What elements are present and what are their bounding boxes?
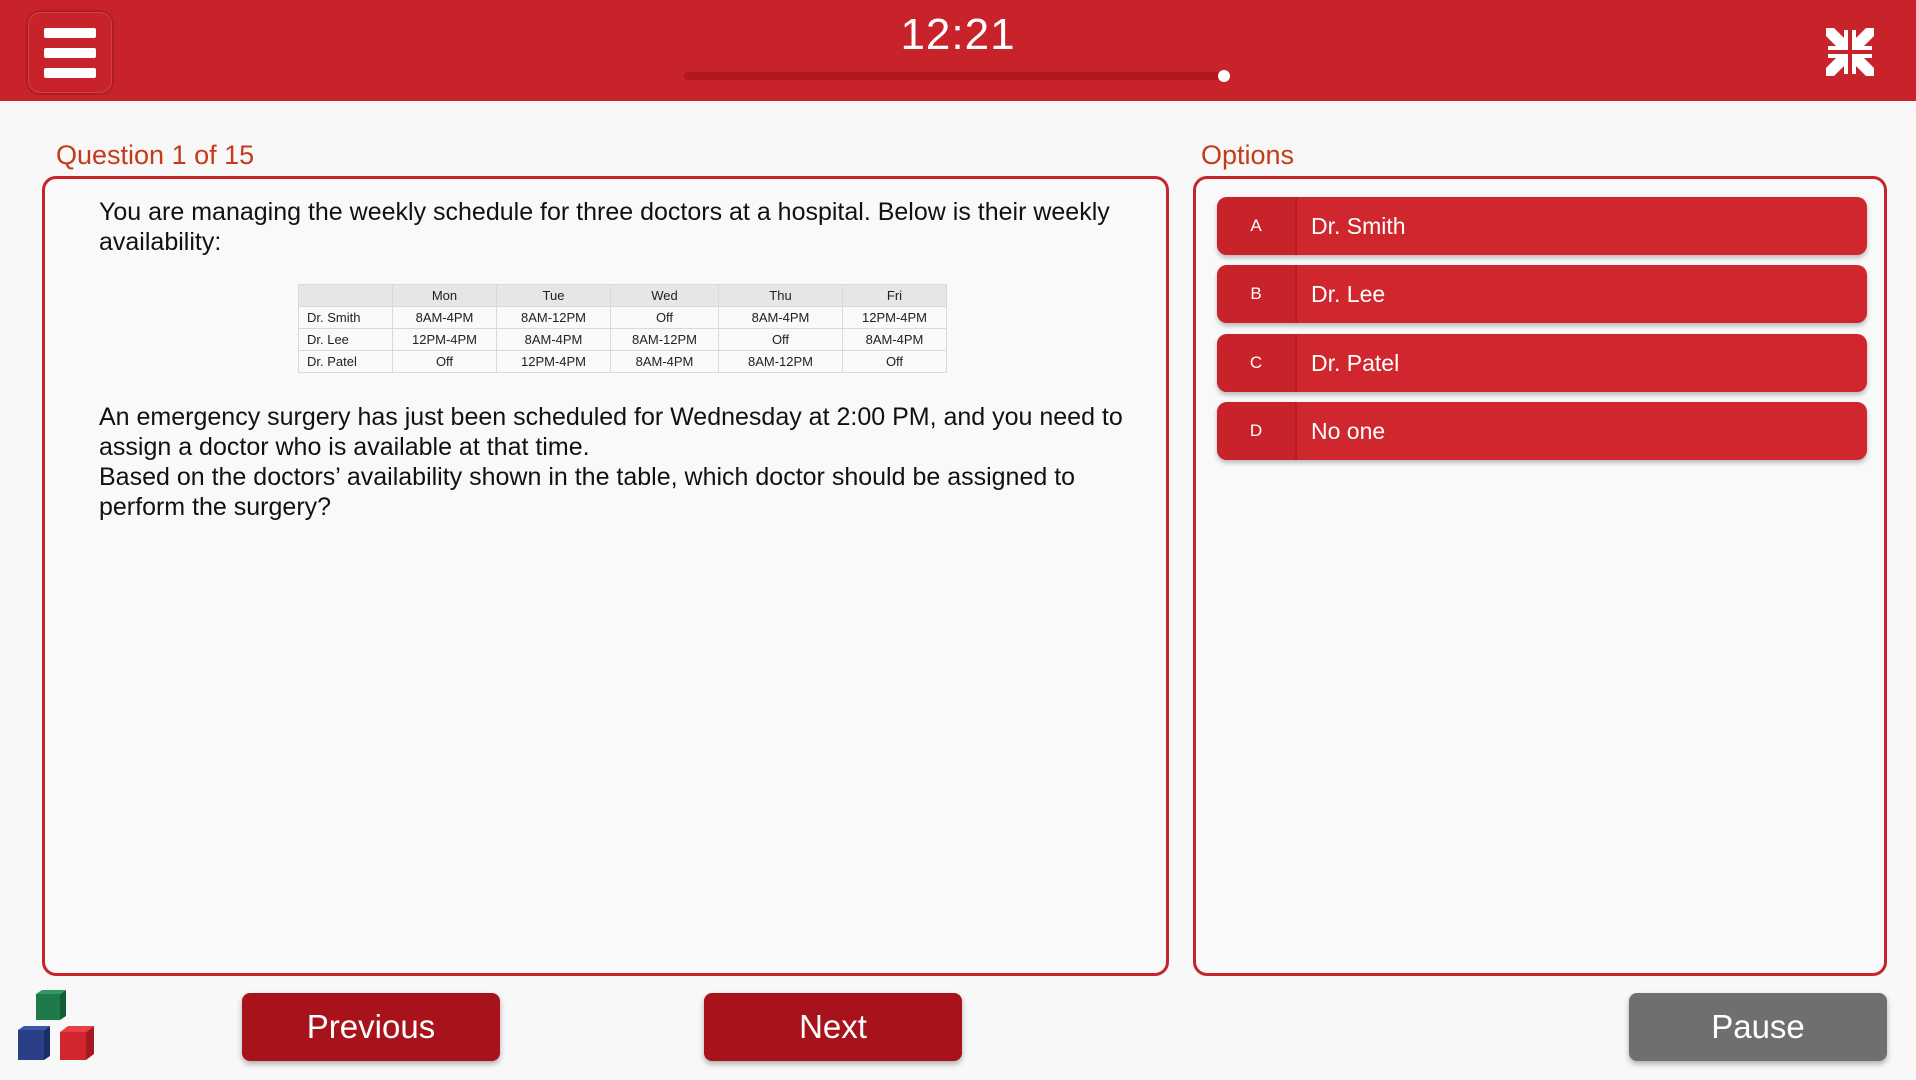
table-header-cell: Mon <box>393 285 497 307</box>
option-label: Dr. Lee <box>1311 280 1386 307</box>
option-letter: C <box>1217 334 1297 392</box>
collapse-fullscreen-icon <box>1822 24 1878 80</box>
table-cell: Off <box>843 351 947 373</box>
table-cell: 8AM-4PM <box>497 329 611 351</box>
table-header-cell: Thu <box>719 285 843 307</box>
question-panel <box>42 176 1169 976</box>
table-cell: Dr. Lee <box>299 329 393 351</box>
question-counter: Question 1 of 15 <box>56 140 255 170</box>
table-header-cell <box>299 285 393 307</box>
table-cell: 8AM-12PM <box>497 307 611 329</box>
availability-table <box>298 284 947 373</box>
timer-progress-bar <box>684 72 1229 80</box>
table-row <box>299 329 947 351</box>
option-a-button[interactable] <box>1217 197 1867 255</box>
table-cell: 8AM-12PM <box>611 329 719 351</box>
table-cell: Dr. Patel <box>299 351 393 373</box>
option-letter: D <box>1217 402 1297 460</box>
timer-progress-knob <box>1218 70 1230 82</box>
table-cell: 12PM-4PM <box>497 351 611 373</box>
table-row <box>299 351 947 373</box>
table-cell: 8AM-12PM <box>719 351 843 373</box>
previous-button[interactable]: Previous <box>242 993 500 1061</box>
question-prompt: Based on the doctors’ availability shown in the table, which doctor should be assigned to perform the surgery? <box>99 463 1076 521</box>
options-panel <box>1193 176 1887 976</box>
table-row <box>299 307 947 329</box>
colored-cubes-logo <box>16 990 100 1070</box>
table-header-cell: Wed <box>611 285 719 307</box>
option-label: Dr. Patel <box>1311 349 1400 376</box>
option-label: Dr. Smith <box>1311 212 1406 239</box>
question-scenario: An emergency surgery has just been scheduled for Wednesday at 2:00 PM, and you need to assign a doctor who is available at that time. <box>99 403 1123 461</box>
options-heading: Options <box>1201 140 1295 170</box>
timer: 12:21 <box>900 10 1016 59</box>
option-c-button[interactable] <box>1217 334 1867 392</box>
timer-progress-fill <box>684 72 1224 80</box>
option-letter: B <box>1217 265 1297 323</box>
table-cell: 8AM-4PM <box>611 351 719 373</box>
table-cell: 8AM-4PM <box>393 307 497 329</box>
table-header-row <box>299 285 947 307</box>
next-button[interactable]: Next <box>704 993 962 1061</box>
table-cell: Dr. Smith <box>299 307 393 329</box>
option-d-button[interactable] <box>1217 402 1867 460</box>
table-cell: 8AM-4PM <box>719 307 843 329</box>
table-header-cell: Fri <box>843 285 947 307</box>
question-intro: You are managing the weekly schedule for three doctors at a hospital. Below is their weekly availability: <box>99 198 1110 256</box>
table-cell: Off <box>611 307 719 329</box>
table-cell: Off <box>719 329 843 351</box>
collapse-fullscreen-button[interactable] <box>1822 24 1878 80</box>
top-bar <box>0 0 1916 101</box>
table-cell: 8AM-4PM <box>843 329 947 351</box>
pause-button[interactable]: Pause <box>1629 993 1887 1061</box>
table-cell: Off <box>393 351 497 373</box>
option-b-button[interactable] <box>1217 265 1867 323</box>
table-cell: 12PM-4PM <box>393 329 497 351</box>
table-cell: 12PM-4PM <box>843 307 947 329</box>
option-letter: A <box>1217 197 1297 255</box>
option-label: No one <box>1311 417 1386 444</box>
table-header-cell: Tue <box>497 285 611 307</box>
